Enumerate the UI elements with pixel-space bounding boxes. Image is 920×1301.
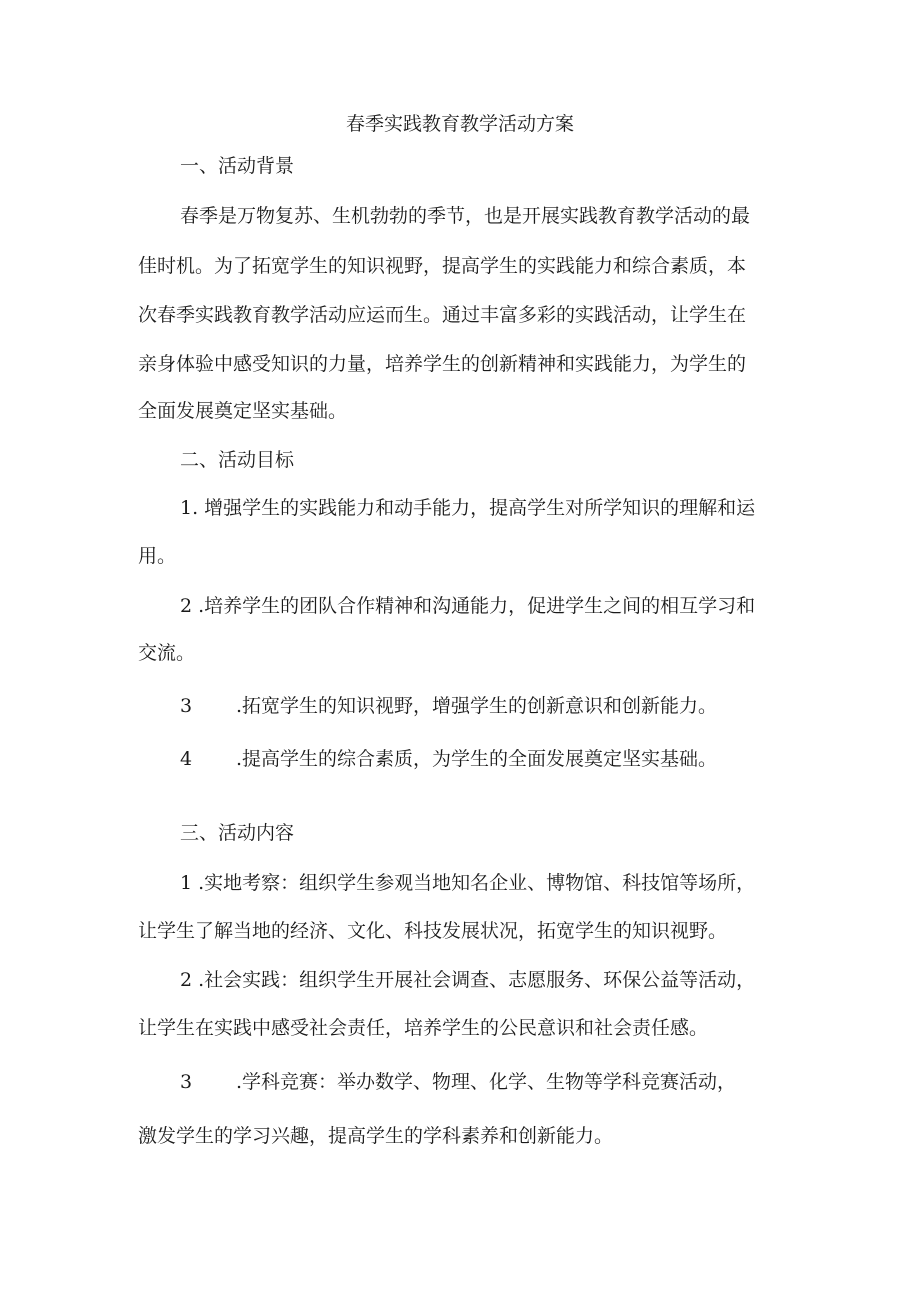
section-heading-content: 三、活动内容	[180, 822, 295, 844]
list-item-line: .提高学生的综合素质，为学生的全面发展奠定坚实基础。	[236, 748, 718, 770]
list-item-number: 4	[180, 748, 193, 770]
paragraph-line: 佳时机。为了拓宽学生的知识视野，提高学生的实践能力和综合素质，本	[138, 255, 747, 277]
paragraph-line: 春季是万物复苏、生机勃勃的季节，也是开展实践教育教学活动的最	[180, 205, 751, 227]
paragraph-line: 次春季实践教育教学活动应运而生。通过丰富多彩的实践活动，让学生在	[138, 304, 747, 326]
list-item-line: 1 .实地考察：组织学生参观当地知名企业、博物馆、科技馆等场所，	[180, 872, 756, 894]
list-item-line: 2 .培养学生的团队合作精神和沟通能力，促进学生之间的相互学习和	[180, 595, 756, 617]
list-item-line: .拓宽学生的知识视野，增强学生的创新意识和创新能力。	[236, 695, 718, 717]
paragraph-line: 全面发展奠定坚实基础。	[138, 400, 348, 422]
list-item-line: 激发学生的学习兴趣，提高学生的学科素养和创新能力。	[138, 1125, 614, 1147]
paragraph-line: 亲身体验中感受知识的力量，培养学生的创新精神和实践能力，为学生的	[138, 353, 747, 375]
list-item-line: 让学生在实践中感受社会责任，培养学生的公民意识和社会责任感。	[138, 1017, 709, 1039]
section-heading-background: 一、活动背景	[180, 155, 295, 177]
list-item-number: 3	[180, 695, 193, 717]
document-title: 春季实践教育教学活动方案	[345, 113, 574, 135]
list-item-line: 2 .社会实践：组织学生开展社会调查、志愿服务、环保公益等活动，	[180, 969, 756, 991]
list-item-line: 1. 增强学生的实践能力和动手能力，提高学生对所学知识的理解和运	[180, 497, 756, 519]
list-item-line: 交流。	[138, 642, 196, 664]
section-heading-goals: 二、活动目标	[180, 449, 295, 471]
list-item-line: .学科竞赛：举办数学、物理、化学、生物等学科竞赛活动，	[236, 1071, 737, 1093]
list-item-line: 用。	[138, 545, 177, 567]
list-item-line: 让学生了解当地的经济、文化、科技发展状况，拓宽学生的知识视野。	[138, 920, 728, 942]
list-item-number: 3	[180, 1071, 193, 1093]
